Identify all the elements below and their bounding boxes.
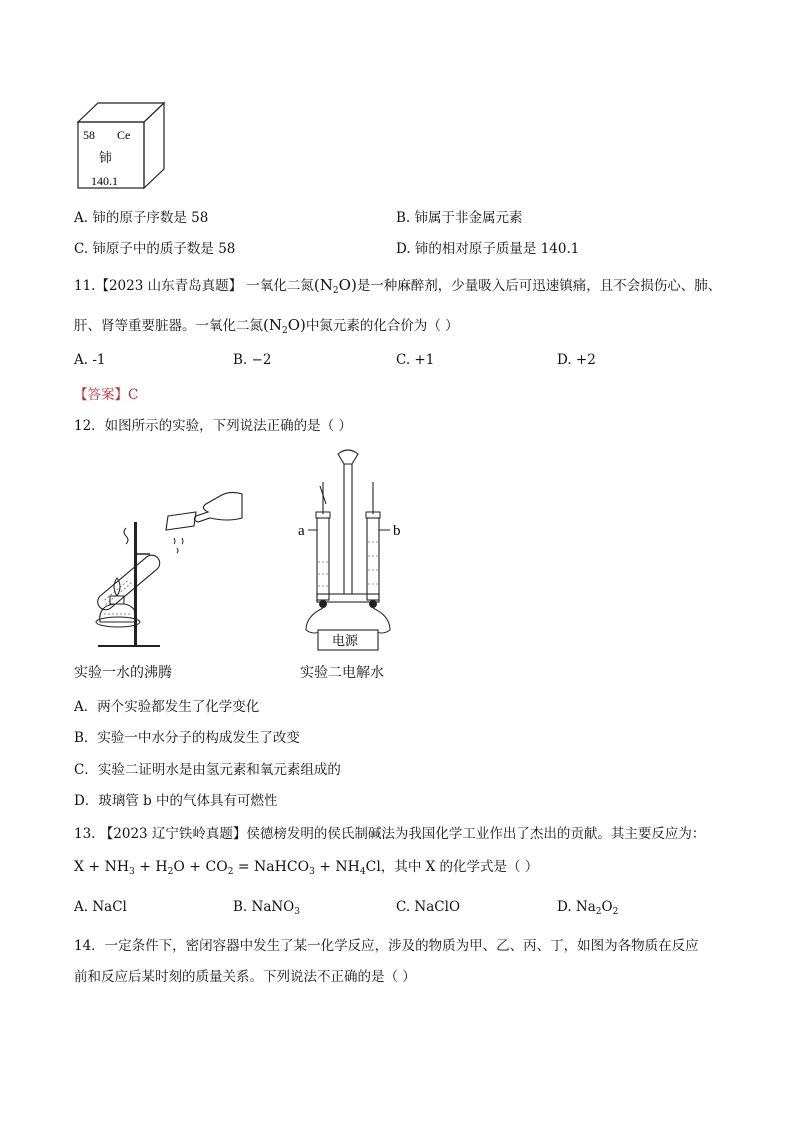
q12-option-a: A．两个实验都发生了化学变化 xyxy=(74,699,260,715)
fig2-power-label: 电源 xyxy=(332,633,359,648)
q10-option-d: D. 铈的相对原子质量是 140.1 xyxy=(396,241,580,257)
q14-line1: 14．一定条件下，密闭容器中发生了某一化学反应，涉及的物质为甲、乙、丙、丁，如图为各物质在反应 xyxy=(74,938,699,954)
q10-option-c: C. 铈原子中的质子数是 58 xyxy=(74,241,236,257)
q10-option-a: A. 铈的原子序数是 58 xyxy=(74,210,209,226)
q12-option-b: B．实验一中水分子的构成发生了改变 xyxy=(74,730,300,746)
q12-stem: 12．如图所示的实验，下列说法正确的是（ ） xyxy=(74,418,352,434)
boiling-water-figure xyxy=(70,488,250,650)
q11-line2 xyxy=(74,314,459,336)
q11-formula-2: $(N_2O)$ xyxy=(263,316,306,336)
element-symbol: Ce xyxy=(117,128,131,142)
element-name: 铈 xyxy=(99,150,113,165)
element-number: 58 xyxy=(83,128,95,142)
q13-option-a: A. NaCl xyxy=(74,899,127,915)
q11-line1 xyxy=(74,274,721,296)
q13-equation: $X + NH_3 + H_2O + CO_2$ = NaHCO$_3$ + $NH_4Cl$，其中 X 的化学式是（ ） xyxy=(74,859,539,877)
fig1-caption: 实验一水的沸腾 xyxy=(74,665,172,681)
fig2-label-a: a xyxy=(298,523,305,539)
q13-option-b: B. NaNO$_3$ xyxy=(233,899,300,917)
q10-option-b: B. 铈属于非金属元素 xyxy=(396,210,523,226)
q13-stem: 13. 【2023 辽宁铁岭真题】侯德榜发明的侯氏制碱法为我国化学工业作出了杰出的贡献。其主要反应为： xyxy=(74,826,706,842)
q11-line2-rest: 中氮元素的化合价为（ ） xyxy=(305,318,459,334)
element-mass: 140.1 xyxy=(91,174,118,188)
q12-option-c: C．实验二证明水是由氢元素和氧元素组成的 xyxy=(74,762,341,778)
element-cube-figure xyxy=(74,100,174,192)
q14-line2: 前和反应后某时刻的质量关系。下列说法不正确的是（ ） xyxy=(74,969,416,985)
q11-formula: $(N_2O)$ xyxy=(313,276,357,296)
q11-prefix: 11.【2023 山东青岛真题】 一氧化二氮 xyxy=(74,278,314,294)
q13-option-d: D. $Na_2O_2$ xyxy=(557,899,619,917)
fig2-label-b: b xyxy=(393,523,401,539)
q11-line1-rest: 是一种麻醉剂，少量吸入后可迅速镇痛，且不会损伤心、肺、 xyxy=(356,278,722,294)
q11-line2-start: 肝、肾等重要脏器。一氧化二氮 xyxy=(74,318,263,334)
q11-option-b: B. −2 xyxy=(233,352,272,368)
fig2-caption: 实验二电解水 xyxy=(300,665,384,681)
q13-option-c: C. NaClO xyxy=(396,899,461,915)
q11-option-a: A. -1 xyxy=(74,352,106,368)
q12-option-d: D．玻璃管 b 中的气体具有可燃性 xyxy=(74,793,278,809)
q11-option-c: C. +1 xyxy=(396,352,435,368)
electrolysis-figure xyxy=(294,444,424,654)
q11-option-d: D. +2 xyxy=(557,352,596,368)
q11-answer: 【答案】C xyxy=(74,387,139,403)
